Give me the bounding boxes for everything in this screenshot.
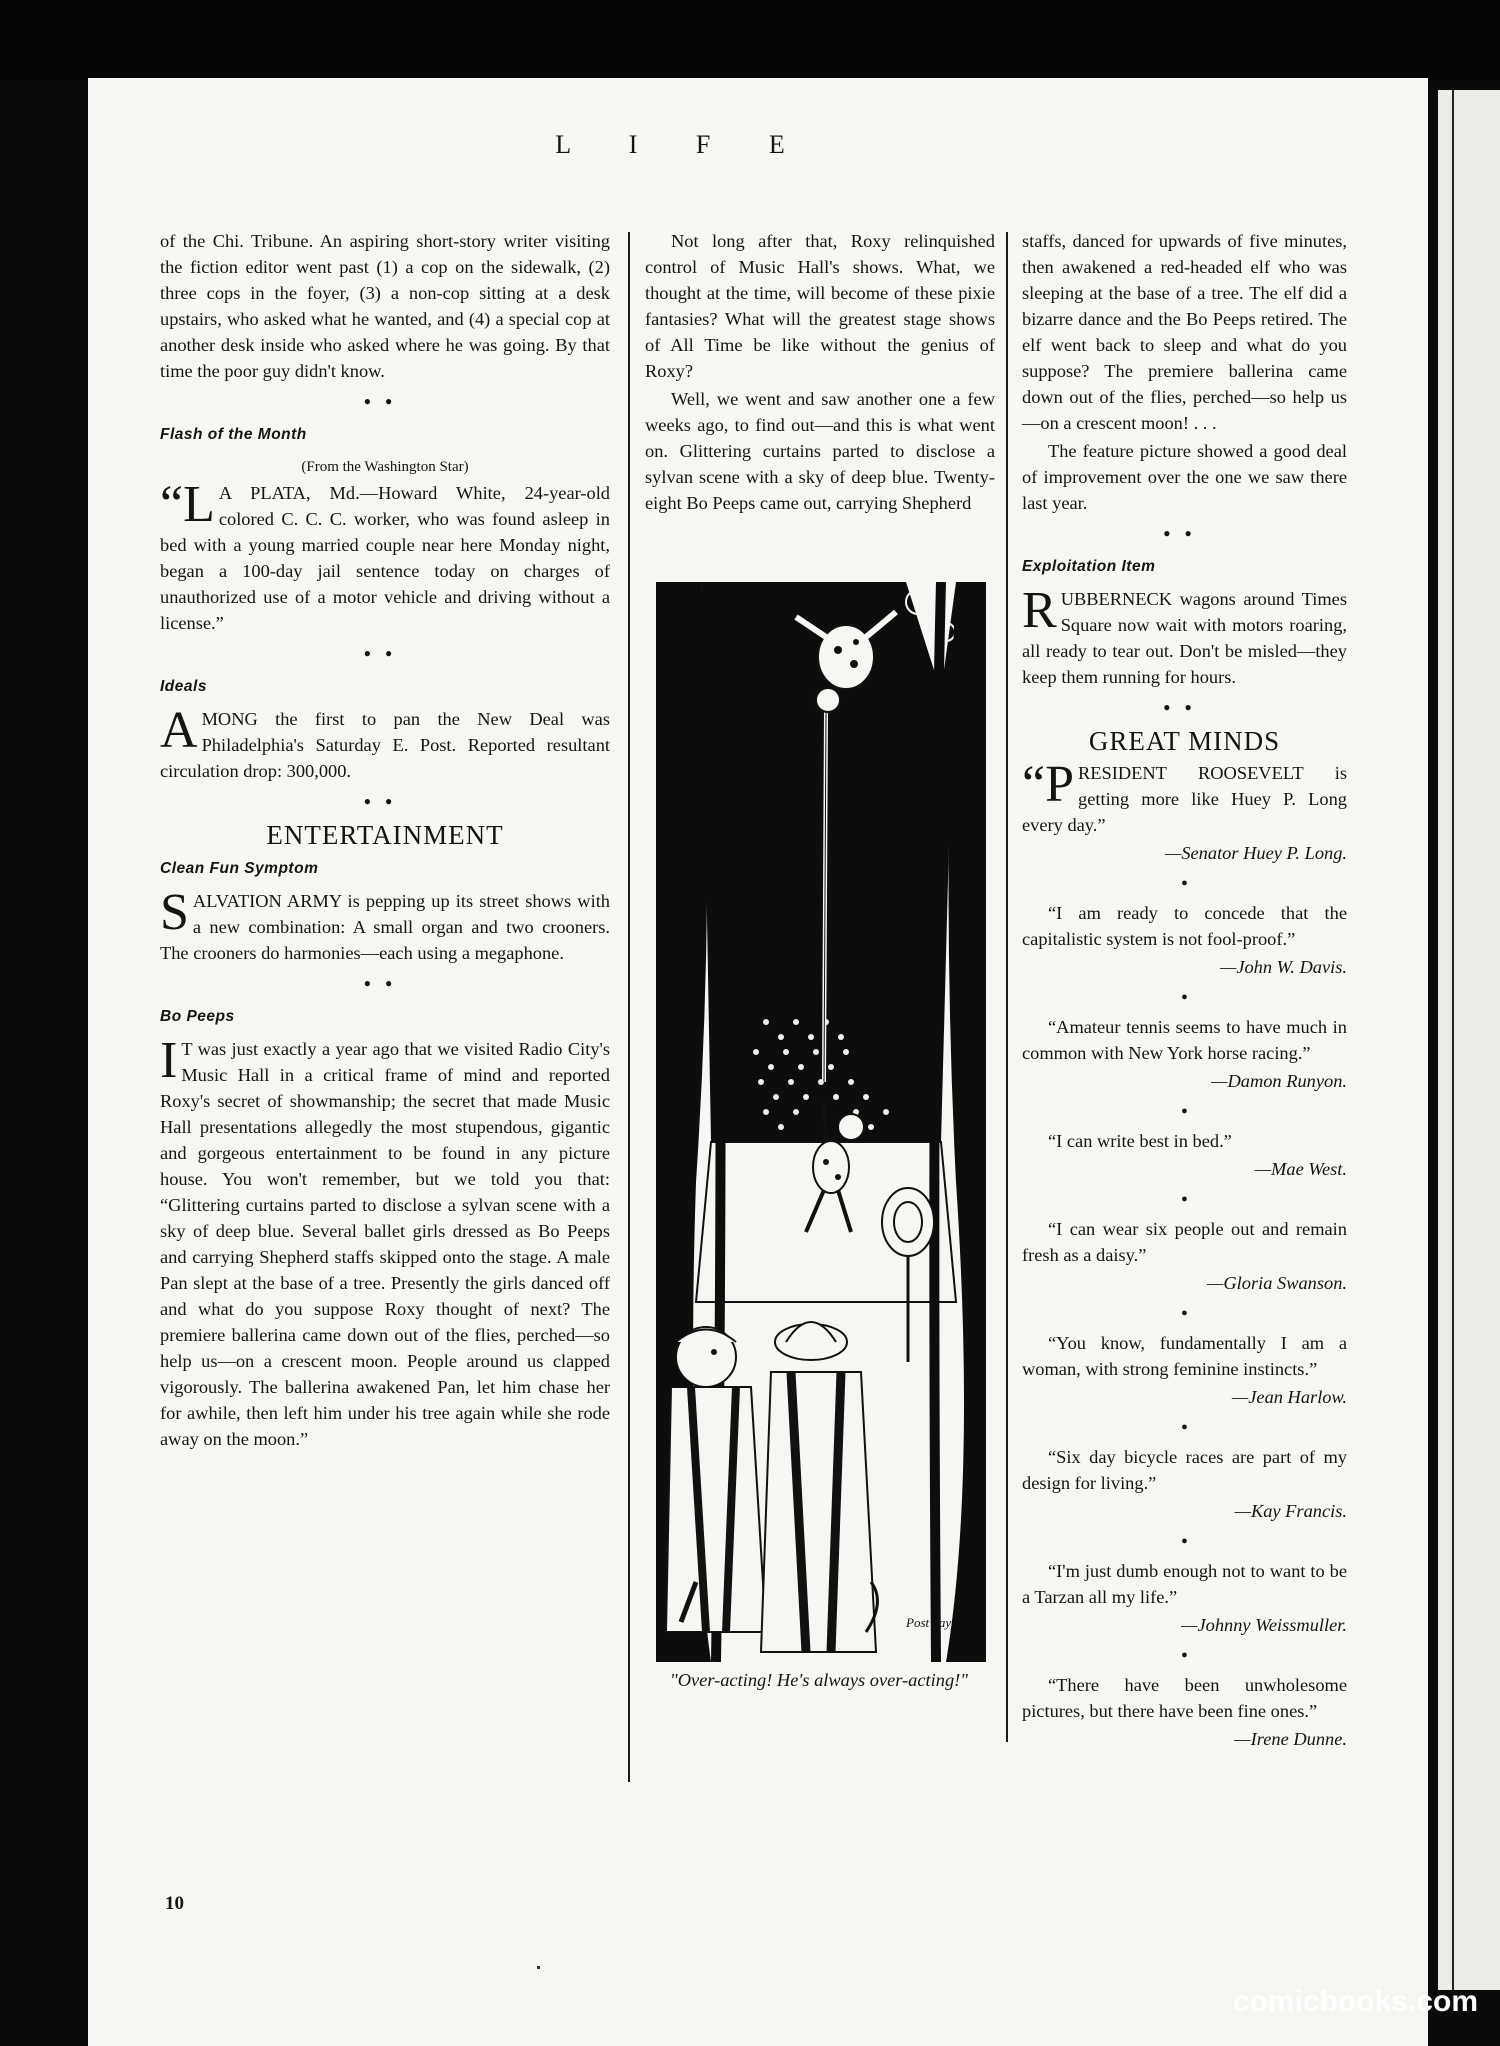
scan-border-top [0,0,1500,80]
quote-separator: ● [1181,991,1188,1003]
flash-source: (From the Washington Star) [301,459,469,475]
exploitation-item [1022,582,1347,690]
drop-cap: A [160,702,198,759]
exploitation-body: UBBERNECK wagons around Times Square now wait with motors roaring, all ready to tear out. Don't be misled—they keep them running for hours. [1022,589,1347,687]
column-rule-right [1006,232,1008,1742]
drop-cap: R [1022,582,1057,639]
ideals-item [160,702,610,784]
quote-text: “I can write best in bed.” [1048,1131,1232,1151]
quote-attribution: —Jean Harlow. [1231,1387,1347,1407]
column-1 [160,228,610,1454]
facing-page-edge [1438,90,1500,1990]
column-rule-left [628,232,630,1782]
quote-attribution: —John W. Davis. [1219,957,1347,977]
watermark: comicbooks.com [1232,1985,1478,2018]
drop-cap: I [160,1032,178,1089]
section-separator: ●● [363,794,407,808]
clean-fun-body: ALVATION ARMY is pepping up its street shows with a new combination: A small organ and two crooners. The crooners do harmonies—each using a megaphone. [160,891,610,963]
quote-text: “Amateur tennis seems to have much in common with New York horse racing.” [1022,1017,1347,1063]
ideals-body: MONG the first to pan the New Deal was Philadelphia's Saturday E. Post. Reported resultant circulation drop: 300,000. [160,709,610,781]
flash-body: A PLATA, Md.—Howard White, 24-year-old colored C. C. C. worker, who was found asleep in bed with a young married couple near here Monday night, began a 100-day jail sentence today on charges of unauthorized use of a motor vehicle and driving without a license.” [160,483,610,633]
quote-separator: ● [1181,877,1188,889]
feature-paragraph: The feature picture showed a good deal of improvement over the one we saw there last year. [1022,441,1347,513]
quote-attribution: —Johnny Weissmuller. [1181,1615,1347,1635]
ideals-heading: Ideals [160,678,207,695]
roosevelt-quote [1022,756,1347,838]
continued-paragraph: staffs, danced for upwards of five minutes, then awakened a red-headed elf who was sleeping at the base of a tree. The elf did a bizarre dance and the Bo Peeps retired. The elf went back to sleep and what do you suppose? The premiere ballerina came down out of the flies, perched—so help us—on a crescent moon! . . . [1022,231,1347,433]
quote-attribution: —Irene Dunne. [1234,1729,1347,1749]
great-minds-title: GREAT MINDS [1088,726,1281,756]
column-3 [1022,228,1347,1756]
quote-separator: ● [1181,1535,1188,1547]
clean-fun-heading: Clean Fun Symptom [160,860,319,877]
intro-paragraph: of the Chi. Tribune. An aspiring short-story writer visiting the fiction editor went past (1) a cop on the sidewalk, (2) three cops in the foyer, (3) a non-cop sitting at a desk upstairs, who asked what he wanted, and (4) a special cop at another desk inside who asked where he was going. By that time the poor guy didn't know. [160,231,610,381]
section-separator: ●● [363,646,407,660]
quote-attribution: —Kay Francis. [1234,1501,1347,1521]
bo-peeps-body: T was just exactly a year ago that we visited Radio City's Music Hall in a critical frame of mind and reported Roxy's secret of showmanship; the secret that made Music Hall presentations allegedly the most stupendous, gigantic and gorgeous entertainment to be found in any picture house. You won't remember, but we told you that: “Glittering curtains parted to disclose a sylvan scene with a sky of deep blue. Several ballet girls dressed as Bo Peeps and carrying Shepherd staffs skipped onto the stage. A male Pan slept at the base of a tree. Presently the girls danced off and what do you suppose Roxy thought of next? The premiere ballerina came down out of the flies, perched—so help us—on a crescent moon. People around us clapped vigorously. The ballerina awakened Pan, let him chase her for awhile, then left him under his tree again while she rode away on the moon.” [160,1039,610,1449]
quote-separator: ● [1181,1649,1188,1661]
section-separator: ●● [1163,526,1206,540]
section-separator: ●● [363,394,407,408]
quote-text: “There have been unwholesome pictures, but there have been fine ones.” [1022,1675,1347,1721]
flash-item [160,476,610,636]
quote-attribution: —Mae West. [1254,1159,1347,1179]
artist-signature: Post day [906,1615,952,1630]
quote-text: “Six day bicycle races are part of my design for living.” [1022,1447,1347,1493]
masthead: L I F E [555,130,811,159]
quote-separator: ● [1181,1421,1188,1433]
drop-cap: S [160,884,189,941]
quote-text: “I am ready to concede that the capitalistic system is not fool-proof.” [1022,903,1347,949]
bo-peeps-heading: Bo Peeps [160,1008,235,1025]
roosevelt-quote-text: RESIDENT ROOSEVELT is getting more like Huey P. Long every day.” [1022,763,1347,835]
cartoon-illustration [656,582,986,1662]
scan-speck [537,1966,540,1969]
quote-text: “You know, fundamentally I am a woman, with strong feminine instincts.” [1022,1333,1347,1379]
quote-attribution: —Gloria Swanson. [1207,1273,1347,1293]
flash-heading: Flash of the Month [160,426,307,443]
quote-attribution: —Damon Runyon. [1211,1071,1347,1091]
roxy-paragraph: Not long after that, Roxy relinquished control of Music Hall's shows. What, we thought at the time, will become of these pixie fantasies? What will the greatest stage shows of All Time be like without the genius of Roxy? [645,231,995,381]
quote-separator: ● [1181,1193,1188,1205]
cartoon-caption: "Over-acting! He's always over-acting!" [670,1670,968,1690]
quote-attribution: —Senator Huey P. Long. [1164,843,1347,863]
quote-separator: ● [1181,1307,1188,1319]
section-separator: ●● [363,976,407,990]
quote-separator: ● [1181,1105,1188,1117]
bo-peeps-item [160,1032,610,1452]
page-number: 10 [165,1893,184,1914]
section-separator: ●● [1163,700,1206,714]
exploitation-heading: Exploitation Item [1022,558,1156,575]
quotes-list [1022,870,1347,1752]
quote-text: “I can wear six people out and remain fresh as a daisy.” [1022,1219,1347,1265]
entertainment-title: ENTERTAINMENT [266,820,504,850]
visit-paragraph: Well, we went and saw another one a few weeks ago, to find out—and this is what went on. Glittering curtains parted to disclose a sylvan scene with a sky of deep blue. Twenty-eight Bo Peeps came out, carrying Shepherd [645,389,995,513]
drop-cap: “L [160,476,215,533]
clean-fun-item [160,884,610,966]
column-2 [645,228,995,518]
drop-cap: “P [1022,756,1074,813]
quote-text: “I'm just dumb enough not to want to be a Tarzan all my life.” [1022,1561,1347,1607]
